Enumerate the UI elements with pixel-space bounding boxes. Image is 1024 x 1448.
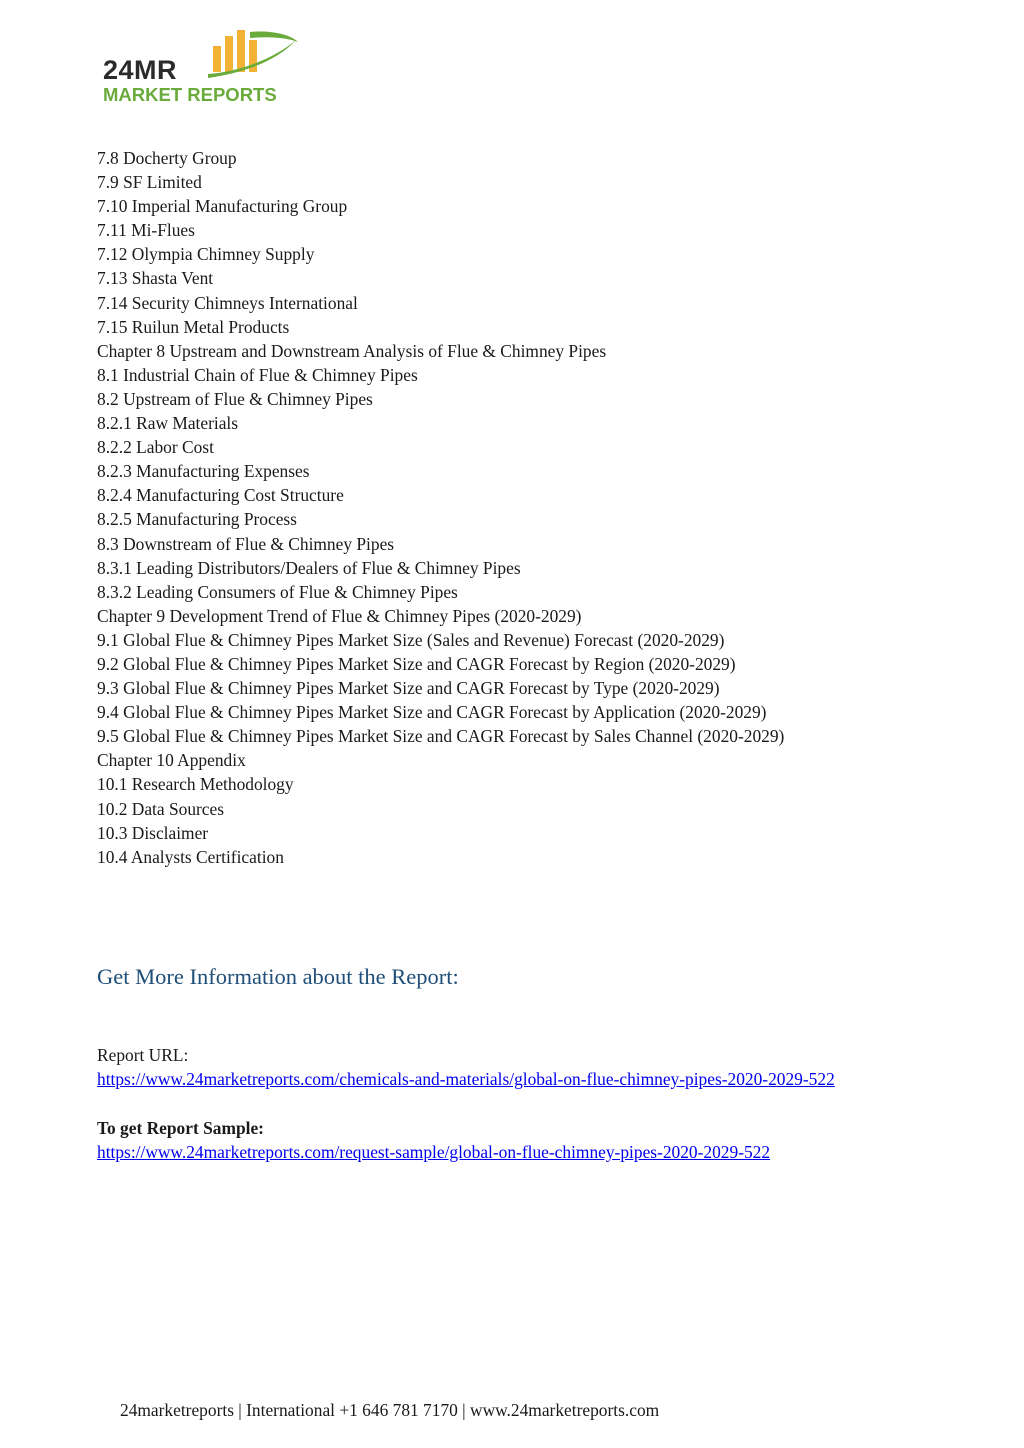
toc-item: 7.14 Security Chimneys International <box>97 292 358 313</box>
toc-item: 8.2.1 Raw Materials <box>97 413 239 434</box>
toc-item: 10.4 Analysts Certification <box>97 846 284 867</box>
toc-item: 9.5 Global Flue & Chimney Pipes Market Size and CAGR Forecast by Sales Channel (2020-2029) <box>97 726 785 747</box>
table-of-contents <box>97 146 784 869</box>
toc-item: 8.2.2 Labor Cost <box>97 437 214 458</box>
toc-item: 10.1 Research Methodology <box>97 774 294 795</box>
toc-item: 8.2.3 Manufacturing Expenses <box>97 461 310 482</box>
toc-item: 8.3.2 Leading Consumers of Flue & Chimney Pipes <box>97 581 458 602</box>
toc-item: 8.3.1 Leading Distributors/Dealers of Flue & Chimney Pipes <box>97 557 521 578</box>
toc-chapter: Chapter 10 Appendix <box>97 750 246 771</box>
toc-item: 8.3 Downstream of Flue & Chimney Pipes <box>97 533 395 554</box>
toc-chapter: Chapter 9 Development Trend of Flue & Chimney Pipes (2020-2029) <box>97 605 582 626</box>
toc-item: 9.1 Global Flue & Chimney Pipes Market Size (Sales and Revenue) Forecast (2020-2029) <box>97 629 725 650</box>
toc-item: 7.8 Docherty Group <box>97 148 237 168</box>
footer-contact-text: 24marketreports | International +1 646 781 7170 | www.24marketreports.com <box>120 1400 660 1420</box>
toc-item: 8.1 Industrial Chain of Flue & Chimney Pipes <box>97 364 418 385</box>
toc-item: 9.2 Global Flue & Chimney Pipes Market Size and CAGR Forecast by Region (2020-2029) <box>97 653 736 674</box>
toc-item: 7.12 Olympia Chimney Supply <box>97 244 315 265</box>
toc-item: 10.3 Disclaimer <box>97 822 209 843</box>
company-logo <box>100 28 310 108</box>
report-url-link[interactable]: https://www.24marketreports.com/chemicals-and-materials/global-on-flue-chimney-pipes-2020-2029-522 <box>97 1069 835 1089</box>
toc-item: 7.10 Imperial Manufacturing Group <box>97 196 348 217</box>
toc-item: 8.2.5 Manufacturing Process <box>97 509 297 530</box>
toc-item: 8.2.4 Manufacturing Cost Structure <box>97 485 344 506</box>
toc-item: 8.2 Upstream of Flue & Chimney Pipes <box>97 388 373 409</box>
toc-item: 7.15 Ruilun Metal Products <box>97 316 290 337</box>
toc-chapter: Chapter 8 Upstream and Downstream Analysis of Flue & Chimney Pipes <box>97 340 607 361</box>
more-info-heading: Get More Information about the Report: <box>97 964 459 989</box>
toc-item: 9.4 Global Flue & Chimney Pipes Market Size and CAGR Forecast by Application (2020-2029) <box>97 702 767 723</box>
logo-text-market-reports: MARKET REPORTS <box>103 84 277 105</box>
logo-text-24mr: 24MR <box>103 55 178 85</box>
report-sample-link[interactable]: https://www.24marketreports.com/request-sample/global-on-flue-chimney-pipes-2020-2029-522 <box>97 1142 771 1162</box>
report-sample-label: To get Report Sample: <box>97 1118 264 1138</box>
toc-item: 10.2 Data Sources <box>97 798 225 819</box>
report-url-label: Report URL: <box>97 1045 189 1065</box>
toc-item: 7.11 Mi-Flues <box>97 220 195 241</box>
toc-item: 7.13 Shasta Vent <box>97 268 214 289</box>
toc-item: 9.3 Global Flue & Chimney Pipes Market Size and CAGR Forecast by Type (2020-2029) <box>97 678 720 699</box>
toc-item: 7.9 SF Limited <box>97 172 202 193</box>
